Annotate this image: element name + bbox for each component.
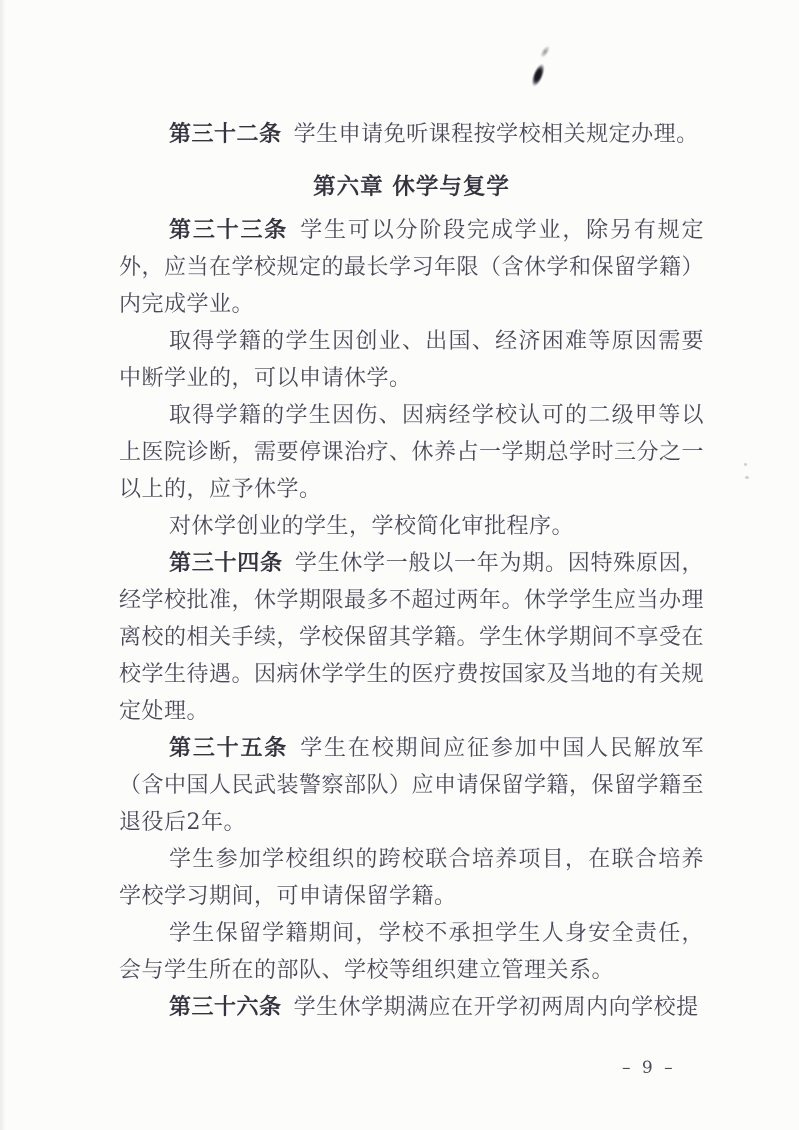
paragraph-continuation-4 — [119, 841, 704, 915]
article-35-number: 第三十五条 — [169, 736, 289, 761]
paragraph-text: 对休学创业的学生，学校简化审批程序。 — [169, 514, 575, 539]
paragraph-article-36 — [119, 989, 704, 1026]
page-content — [119, 116, 704, 1026]
paragraph-article-33 — [119, 212, 704, 323]
scan-speck — [744, 463, 747, 466]
paragraph-article-32 — [119, 116, 704, 153]
paragraph-article-35 — [119, 730, 704, 841]
chapter-6-heading: 第六章 休学与复学 — [313, 174, 510, 200]
paragraph-continuation-1 — [119, 323, 704, 397]
paragraph-continuation-5 — [119, 915, 704, 989]
article-34-text: 学生休学一般以一年为期。因特殊原因，经学校批准，休学期限最多不超过两年。休学学生应当办理离校的相关手续，学校保留其学籍。学生休学期间不享受在校学生待遇。因病休学学生的医疗费按国家及当地的有关规定处理。 — [119, 551, 705, 724]
article-33-number: 第三十三条 — [169, 218, 289, 243]
article-33-text: 学生可以分阶段完成学业，除另有规定外，应当在学校规定的最长学习年限（含休学和保留学籍）内完成学业。 — [119, 218, 705, 317]
article-36-number: 第三十六条 — [169, 995, 282, 1020]
article-34-number: 第三十四条 — [169, 551, 283, 576]
paragraph-text: 取得学籍的学生因伤、因病经学校认可的二级甲等以上医院诊断，需要停课治疗、休养占一学期总学时三分之一以上的，应予休学。 — [119, 403, 705, 502]
article-35-text: 学生在校期间应征参加中国人民解放军（含中国人民武装警察部队）应申请保留学籍，保留学籍至退役后2年。 — [119, 736, 705, 835]
paragraph-text: 取得学籍的学生因创业、出国、经济困难等原因需要中断学业的，可以申请休学。 — [119, 329, 704, 391]
paragraph-continuation-2 — [119, 397, 704, 508]
paragraph-article-34 — [119, 545, 704, 730]
paragraph-text: 学生参加学校组织的跨校联合培养项目，在联合培养学校学习期间，可申请保留学籍。 — [119, 847, 704, 909]
article-32-text: 学生申请免听课程按学校相关规定办理。 — [293, 122, 699, 147]
scan-edge-shading — [0, 0, 6, 1130]
ink-smudge-artifact — [527, 52, 553, 90]
article-32-number: 第三十二条 — [169, 122, 282, 147]
paragraph-text: 学生保留学籍期间，学校不承担学生人身安全责任，会与学生所在的部队、学校等组织建立管理关系。 — [119, 921, 704, 983]
paragraph-continuation-3 — [119, 508, 704, 545]
page-number: – 9 – — [622, 1058, 676, 1078]
scan-speck — [745, 476, 749, 479]
article-36-text: 学生休学期满应在开学初两周内向学校提 — [293, 995, 699, 1020]
